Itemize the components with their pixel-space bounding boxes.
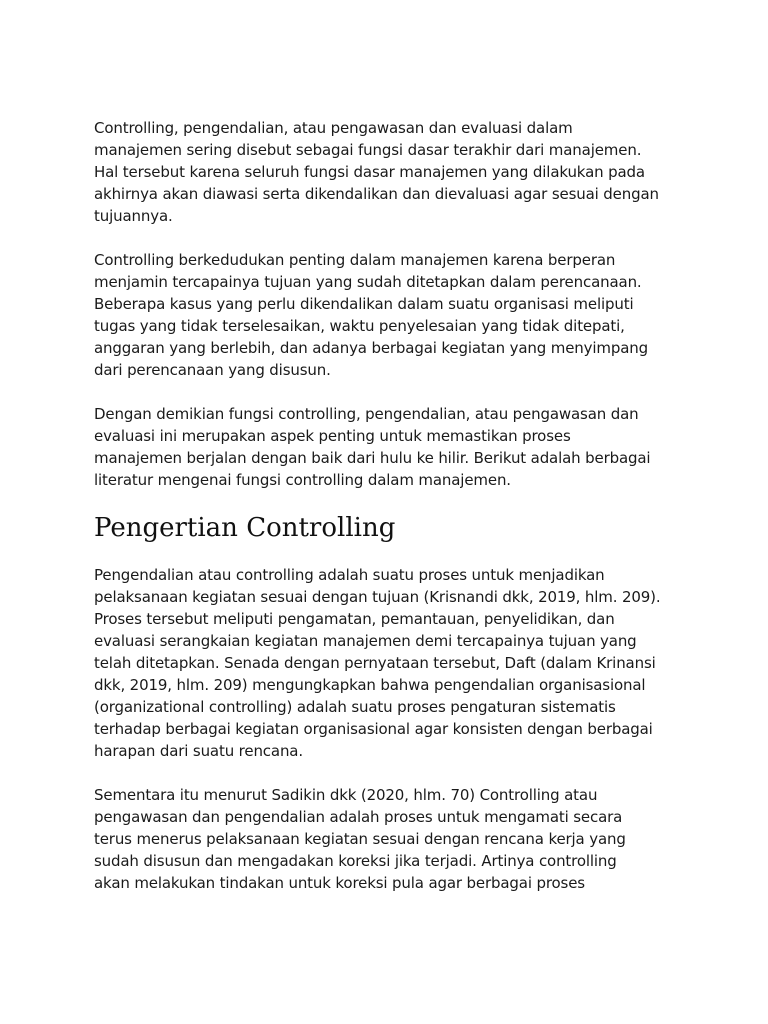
document-page xyxy=(94,117,694,894)
paragraph-intro-2: Controlling berkedudukan penting dalam manajemen karena berperan menjamin tercapainya tujuan yang sudah ditetapkan dalam perencanaan. Beberapa kasus yang perlu dikendalikan dalam suatu organisasi meliputi tugas yang tidak terselesaikan, waktu penyelesaian yang tidak ditepati, anggaran yang berlebih, dan adanya berbagai kegiatan yang menyimpang dari perencanaan yang disusun. xyxy=(94,251,649,379)
paragraph-intro-1: Controlling, pengendalian, atau pengawasan dan evaluasi dalam manajemen sering disebut sebagai fungsi dasar terakhir dari manajemen. Hal tersebut karena seluruh fungsi dasar manajemen yang dilakukan pada akhirnya akan diawasi serta dikendalikan dan dievaluasi agar sesuai dengan tujuannya. xyxy=(94,119,659,225)
paragraph-intro-3: Dengan demikian fungsi controlling, pengendalian, atau pengawasan dan evaluasi ini merupakan aspek penting untuk memastikan proses manajemen berjalan dengan baik dari hulu ke hilir. Berikut adalah berbagai literatur mengenai fungsi controlling dalam manajemen. xyxy=(94,405,651,489)
paragraph-section-1: Pengendalian atau controlling adalah suatu proses untuk menjadikan pelaksanaan kegiatan sesuai dengan tujuan (Krisnandi dkk, 2019, hlm. 209). Proses tersebut meliputi pengamatan, pemantauan, penyelidikan, dan evaluasi serangkaian kegiatan manajemen demi tercapainya tujuan yang telah ditetapkan. Senada dengan pernyataan tersebut, Daft (dalam Krinansi dkk, 2019, hlm. 209) mengungkapkan bahwa pengendalian organisasional (organizational controlling) adalah suatu proses pengaturan sistematis terhadap berbagai kegiatan organisasional agar konsisten dengan berbagai harapan dari suatu rencana. xyxy=(94,566,661,760)
paragraph-section-2: Sementara itu menurut Sadikin dkk (2020, hlm. 70) Controlling atau pengawasan dan pengendalian adalah proses untuk mengamati secara terus menerus pelaksanaan kegiatan sesuai dengan rencana kerja yang sudah disusun dan mengadakan koreksi jika terjadi. Artinya controlling akan melakukan tindakan untuk koreksi pula agar berbagai proses xyxy=(94,786,626,892)
section-heading: Pengertian Controlling xyxy=(94,513,396,543)
